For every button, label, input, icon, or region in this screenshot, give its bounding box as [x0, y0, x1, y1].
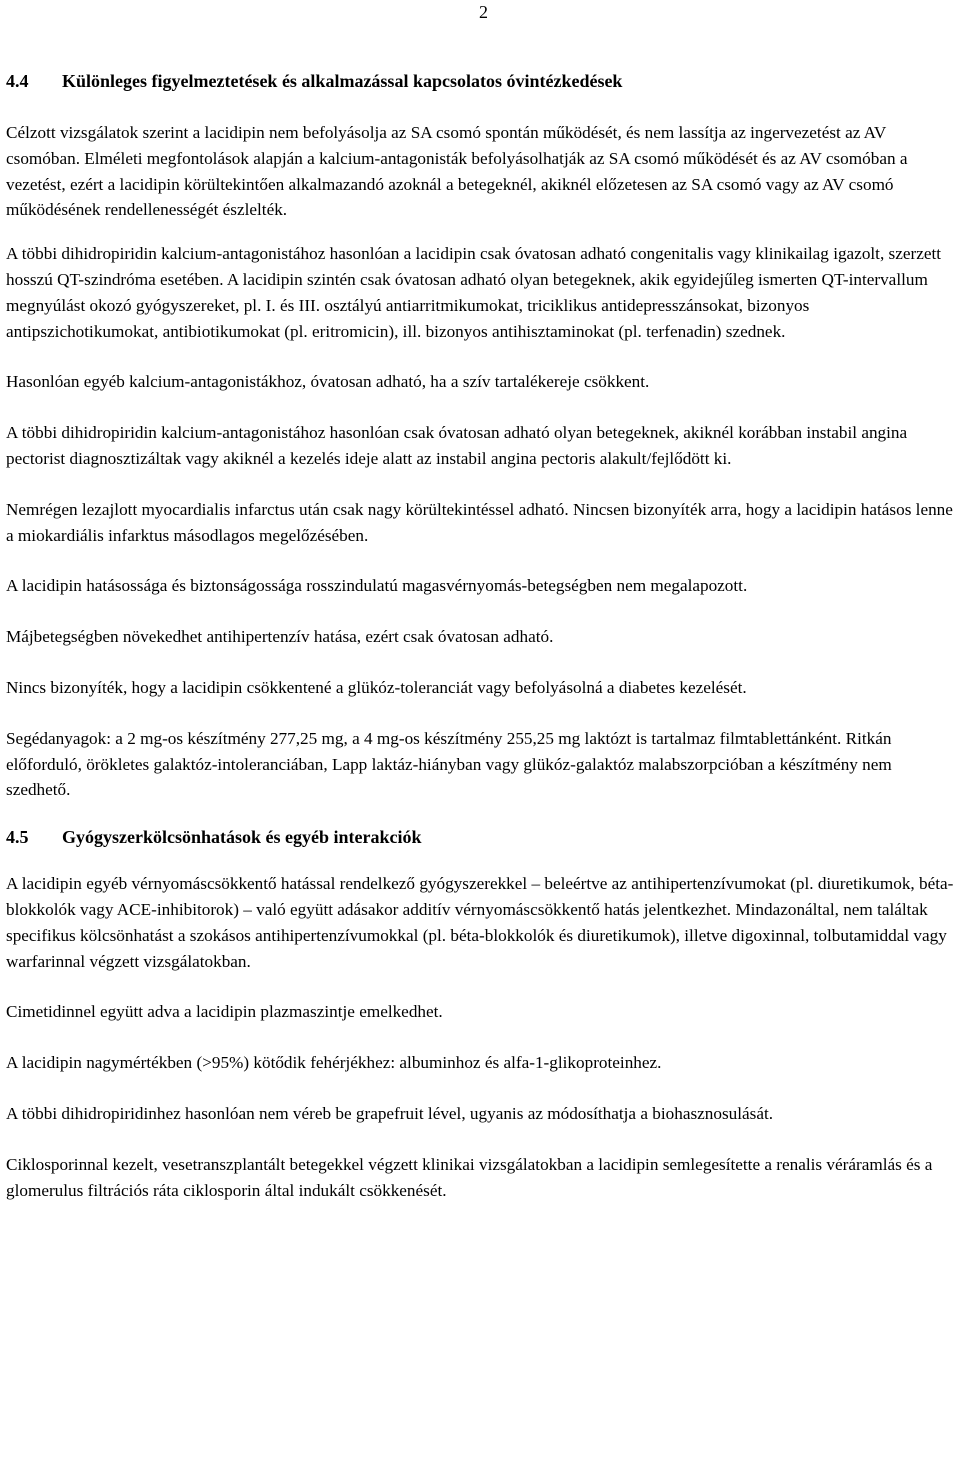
paragraph: Nincs bizonyíték, hogy a lacidipin csökkentené a glükóz-toleranciát vagy befolyásolná a diabetes kezelését. [6, 677, 747, 697]
section-title: Gyógyszerkölcsönhatások és egyéb interakciók [62, 827, 422, 848]
paragraph: Célzott vizsgálatok szerint a lacidipin nem befolyásolja az SA csomó spontán működését, és nem lassítja az ingervezetést az AV csomóban. Elméleti megfontolások alapján a kalcium-antagonisták befolyásolhatják az SA csomó működését és az AV csomóban a vezetést, ezért a lacidipin körültekintően alkalmazandó azoknál a betegeknél, akiknél előzetesen az SA csomó vagy az AV csomó működésének rendellenességét észlelték. [6, 123, 908, 220]
paragraph: A lacidipin egyéb vérnyomáscsökkentő hatással rendelkező gyógyszerekkel – beleértve az antihipertenzívumokat (pl. diuretikumok, béta-blokkolók vagy ACE-inhibitorok) – való együtt adásakor additív vérnyomáscsökkentő hatás jelentkezhet. Mindazonáltal, nem találtak specifikus kölcsönhatást a szokásos antihipertenzívumokkal (pl. béta-blokkolók és diuretikumok), illetve digoxinnal, tolbutamiddal vagy warfarinnal végzett vizsgálatokban. [6, 874, 954, 971]
document-body [6, 68, 958, 1203]
section-heading-4-4 [6, 68, 958, 94]
paragraph: Hasonlóan egyéb kalcium-antagonistákhoz, óvatosan adható, ha a szív tartalékereje csökkent. [6, 372, 650, 392]
paragraph: Nemrégen lezajlott myocardialis infarctus után csak nagy körültekintéssel adható. Nincsen bizonyíték arra, hogy a lacidipin hatásos lenne a miokardiális infarktus másodlagos megelőzésében. [6, 499, 953, 545]
paragraph: A többi dihidropiridinhez hasonlóan nem véreb be grapefruit lével, ugyanis az módosíthatja a biohasznosulását. [6, 1103, 774, 1123]
paragraph: A lacidipin hatásossága és biztonságossága rosszindulatú magasvérnyomás-betegségben nem megalapozott. [6, 576, 748, 596]
paragraph: Májbetegségben növekedhet antihipertenzív hatása, ezért csak óvatosan adható. [6, 627, 554, 647]
paragraph: A többi dihidropiridin kalcium-antagonistához hasonlóan csak óvatosan adható olyan betegeknek, akiknél korábban instabil angina pectorist diagnosztizáltak vagy akiknél a kezelés ideje alatt az instabil angina pectoris alakult/fejlődött ki. [6, 423, 908, 468]
paragraph: Ciklosporinnal kezelt, vesetranszplantált betegekkel végzett klinikai vizsgálatokban a lacidipin semlegesítette a renalis véráramlás és a glomerulus filtrációs ráta ciklosporin által indukált csökkenését. [6, 1154, 933, 1200]
section-heading-4-5 [6, 824, 958, 850]
page-number: 2 [479, 2, 488, 22]
paragraph: A többi dihidropiridin kalcium-antagonistához hasonlóan a lacidipin csak óvatosan adható congenitalis vagy klinikailag igazolt, szerzett hosszú QT-szindróma esetében. A lacidipin szintén csak óvatosan adható olyan betegeknek, akik egyidejűleg ismerten QT-intervallum megnyúlást okozó gyógyszereket, pl. I. és III. osztályú antiarritmikumokat, triciklikus antidepresszánsokat, bizonyos antipszichotikumokat, antibiotikumokat (pl. eritromicin), ill. bizonyos antihisztaminokat (pl. terfenadin) szednek. [6, 244, 942, 341]
paragraph: A lacidipin nagymértékben (>95%) kötődik fehérjékhez: albuminhoz és alfa-1-glikoproteinhez. [6, 1053, 662, 1073]
paragraph: Cimetidinnel együtt adva a lacidipin plazmaszintje emelkedhet. [6, 1002, 443, 1022]
section-title: Különleges figyelmeztetések és alkalmazással kapcsolatos óvintézkedések [62, 71, 623, 91]
section-number: 4.5 [6, 827, 29, 848]
paragraph: Segédanyagok: a 2 mg-os készítmény 277,25 mg, a 4 mg-os készítmény 255,25 mg laktózt is tartalmaz filmtablettánként. Ritkán előforduló, örökletes galaktóz-intoleranciában, Lapp laktáz-hiányban vagy glükóz-galaktóz malabszorpcióban a készítmény nem szedhető. [6, 728, 892, 800]
section-number: 4.4 [6, 71, 29, 91]
